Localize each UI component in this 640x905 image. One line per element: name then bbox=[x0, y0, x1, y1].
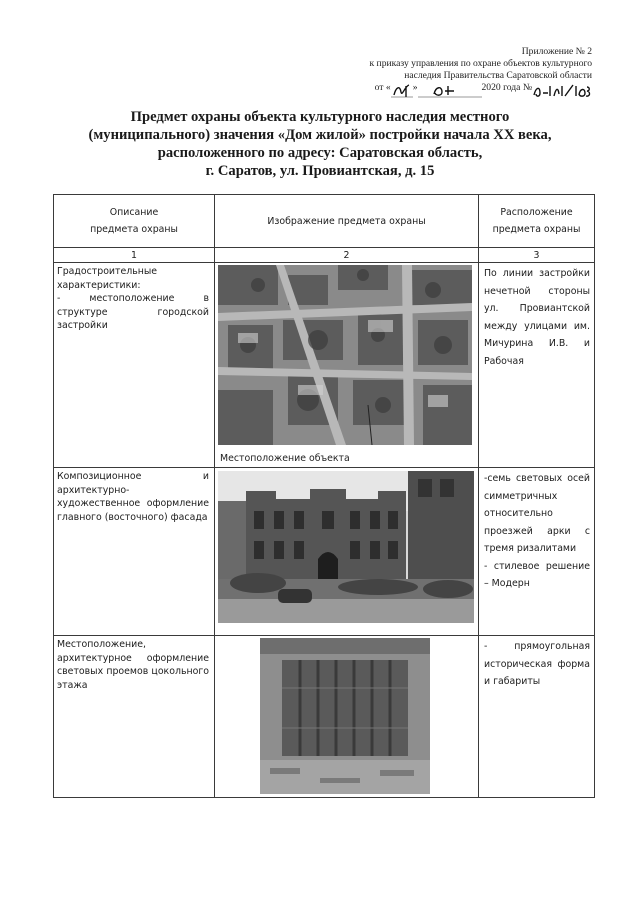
table-row bbox=[54, 468, 595, 636]
order-line-2: наследия Правительства Саратовской области bbox=[404, 70, 592, 81]
document-title bbox=[60, 108, 580, 180]
title-line-2: (муниципального) значения «Дом жилой» постройки начала XX века, bbox=[88, 127, 552, 143]
row-2-image-cell bbox=[215, 468, 479, 636]
row-1-image-cell bbox=[215, 263, 479, 468]
date-suffix: 2020 года № bbox=[481, 82, 532, 93]
column-number-row bbox=[54, 248, 595, 263]
date-prefix: от « bbox=[374, 82, 391, 93]
protection-table bbox=[53, 194, 595, 798]
aerial-photo bbox=[218, 265, 472, 445]
header-description-line-2: предмета охраны bbox=[90, 224, 178, 235]
title-line-4: г. Саратов, ул. Провиантская, д. 15 bbox=[205, 163, 435, 179]
row-2-description: Композиционное и архитектурно-художественное оформление главного (восточного) фасада bbox=[54, 468, 215, 636]
row-1-description-body: - местоположение в структуре городской застройки bbox=[57, 293, 209, 331]
table-header-row bbox=[54, 195, 595, 248]
header-location-line-2: предмета охраны bbox=[492, 224, 581, 235]
table-row bbox=[54, 263, 595, 468]
row-3-description: Местоположение, архитектурное оформление световых проемов цокольного этажа bbox=[54, 636, 215, 798]
appendix-header bbox=[300, 46, 592, 94]
basement-window-photo bbox=[260, 638, 430, 794]
appendix-label: Приложение № 2 bbox=[521, 46, 592, 57]
order-line: к приказу управления по охране объектов культурного bbox=[369, 58, 592, 69]
row-1-image-caption: Местоположение объекта bbox=[220, 453, 350, 464]
table-row bbox=[54, 636, 595, 798]
row-1-description-title: Градостроительные характеристики: bbox=[57, 266, 158, 291]
row-2-location bbox=[479, 468, 595, 636]
row-3-location: - прямоугольная историческая форма и габариты bbox=[479, 636, 595, 798]
header-description-line-1: Описание bbox=[109, 207, 159, 218]
header-description bbox=[54, 195, 215, 248]
title-line-1: Предмет охраны объекта культурного наследия местного bbox=[130, 109, 510, 125]
date-mid: » bbox=[412, 82, 418, 93]
date-line bbox=[300, 82, 592, 94]
header-location bbox=[479, 195, 595, 248]
column-number-3: 3 bbox=[479, 248, 595, 263]
facade-photo bbox=[218, 471, 474, 623]
row-3-image-cell bbox=[215, 636, 479, 798]
title-line-3: расположенного по адресу: Саратовская область, bbox=[157, 145, 483, 161]
row-2-location-line-2: - стилевое решение – Модерн bbox=[484, 560, 590, 589]
row-2-location-line-1: -семь световых осей симметричных относительно проезжей арки с тремя ризалитами bbox=[484, 473, 590, 554]
row-1-description bbox=[54, 263, 215, 468]
row-1-location: По линии застройки нечетной стороны ул. Провиантской между улицами им. Мичурина И.В. и Рабочая bbox=[479, 263, 595, 468]
header-location-line-1: Расположение bbox=[500, 207, 573, 218]
column-number-2: 2 bbox=[215, 248, 479, 263]
column-number-1: 1 bbox=[54, 248, 215, 263]
header-image: Изображение предмета охраны bbox=[215, 195, 479, 248]
